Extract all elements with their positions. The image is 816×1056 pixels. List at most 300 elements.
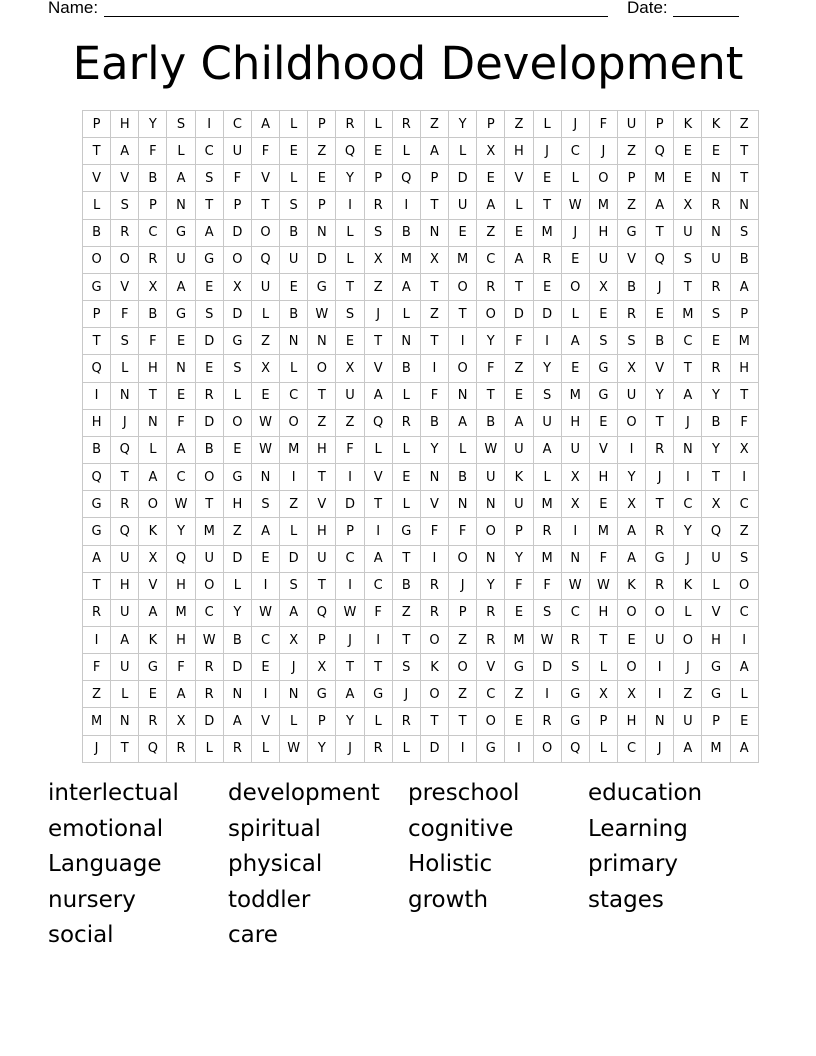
grid-cell[interactable]: B — [139, 165, 167, 192]
grid-cell[interactable]: G — [702, 654, 730, 681]
grid-cell[interactable]: D — [223, 301, 251, 328]
grid-cell[interactable]: L — [533, 464, 561, 491]
grid-cell[interactable]: O — [195, 464, 223, 491]
grid-cell[interactable]: F — [111, 301, 139, 328]
grid-cell[interactable]: A — [392, 273, 420, 300]
grid-cell[interactable]: R — [533, 708, 561, 735]
grid-cell[interactable]: J — [336, 626, 364, 653]
grid-cell[interactable]: H — [167, 572, 195, 599]
grid-cell[interactable]: L — [364, 708, 392, 735]
grid-cell[interactable]: O — [617, 599, 645, 626]
grid-cell[interactable]: O — [449, 654, 477, 681]
grid-cell[interactable]: R — [139, 708, 167, 735]
grid-cell[interactable]: L — [336, 246, 364, 273]
grid-cell[interactable]: W — [533, 626, 561, 653]
grid-cell[interactable]: N — [420, 219, 448, 246]
grid-cell[interactable]: P — [308, 111, 336, 138]
grid-cell[interactable]: I — [646, 681, 674, 708]
grid-cell[interactable]: H — [730, 355, 758, 382]
grid-cell[interactable]: L — [730, 681, 758, 708]
grid-cell[interactable]: W — [561, 192, 589, 219]
grid-cell[interactable]: N — [477, 545, 505, 572]
grid-cell[interactable]: Z — [251, 328, 279, 355]
grid-cell[interactable]: T — [449, 708, 477, 735]
grid-cell[interactable]: A — [251, 111, 279, 138]
grid-cell[interactable]: Q — [251, 246, 279, 273]
grid-cell[interactable]: J — [674, 545, 702, 572]
grid-cell[interactable]: Y — [308, 735, 336, 762]
grid-cell[interactable]: N — [477, 491, 505, 518]
grid-cell[interactable]: I — [336, 572, 364, 599]
grid-cell[interactable]: L — [589, 654, 617, 681]
grid-cell[interactable]: B — [420, 409, 448, 436]
grid-cell[interactable]: M — [505, 626, 533, 653]
grid-cell[interactable]: S — [195, 165, 223, 192]
grid-cell[interactable]: T — [83, 328, 111, 355]
grid-cell[interactable]: J — [336, 735, 364, 762]
grid-cell[interactable]: R — [195, 382, 223, 409]
grid-cell[interactable]: W — [589, 572, 617, 599]
grid-cell[interactable]: R — [111, 491, 139, 518]
grid-cell[interactable]: L — [392, 436, 420, 463]
grid-cell[interactable]: L — [392, 382, 420, 409]
grid-cell[interactable]: R — [702, 192, 730, 219]
grid-cell[interactable]: Q — [308, 599, 336, 626]
grid-cell[interactable]: A — [674, 382, 702, 409]
grid-cell[interactable]: D — [533, 654, 561, 681]
grid-cell[interactable]: L — [392, 138, 420, 165]
grid-cell[interactable]: R — [139, 246, 167, 273]
grid-cell[interactable]: L — [223, 572, 251, 599]
grid-cell[interactable]: Y — [702, 436, 730, 463]
grid-cell[interactable]: E — [730, 708, 758, 735]
grid-cell[interactable]: A — [167, 273, 195, 300]
grid-cell[interactable]: U — [674, 219, 702, 246]
grid-cell[interactable]: G — [589, 355, 617, 382]
grid-cell[interactable]: O — [449, 545, 477, 572]
grid-cell[interactable]: C — [674, 328, 702, 355]
grid-cell[interactable]: R — [195, 681, 223, 708]
grid-cell[interactable]: O — [251, 219, 279, 246]
grid-cell[interactable]: V — [139, 572, 167, 599]
grid-cell[interactable]: D — [223, 219, 251, 246]
grid-cell[interactable]: X — [167, 708, 195, 735]
grid-cell[interactable]: R — [646, 518, 674, 545]
grid-cell[interactable]: E — [505, 599, 533, 626]
grid-cell[interactable]: Q — [561, 735, 589, 762]
grid-cell[interactable]: S — [364, 219, 392, 246]
grid-cell[interactable]: N — [223, 681, 251, 708]
grid-cell[interactable]: U — [646, 626, 674, 653]
grid-cell[interactable]: I — [730, 626, 758, 653]
grid-cell[interactable]: P — [477, 111, 505, 138]
grid-cell[interactable]: F — [364, 599, 392, 626]
grid-cell[interactable]: I — [195, 111, 223, 138]
grid-cell[interactable]: O — [139, 491, 167, 518]
grid-cell[interactable]: T — [83, 572, 111, 599]
grid-cell[interactable]: M — [83, 708, 111, 735]
grid-cell[interactable]: I — [364, 518, 392, 545]
grid-cell[interactable]: R — [646, 572, 674, 599]
grid-cell[interactable]: T — [195, 192, 223, 219]
grid-cell[interactable]: H — [223, 491, 251, 518]
grid-cell[interactable]: A — [223, 708, 251, 735]
grid-cell[interactable]: R — [392, 111, 420, 138]
grid-cell[interactable]: I — [646, 654, 674, 681]
grid-cell[interactable]: R — [702, 355, 730, 382]
grid-cell[interactable]: K — [139, 518, 167, 545]
grid-cell[interactable]: E — [505, 382, 533, 409]
grid-cell[interactable]: U — [477, 464, 505, 491]
grid-cell[interactable]: I — [83, 626, 111, 653]
grid-cell[interactable]: S — [280, 192, 308, 219]
grid-cell[interactable]: B — [280, 301, 308, 328]
grid-cell[interactable]: U — [702, 246, 730, 273]
grid-cell[interactable]: T — [477, 382, 505, 409]
grid-cell[interactable]: A — [364, 545, 392, 572]
grid-cell[interactable]: E — [251, 545, 279, 572]
grid-cell[interactable]: Q — [83, 464, 111, 491]
grid-cell[interactable]: J — [561, 219, 589, 246]
grid-cell[interactable]: T — [308, 572, 336, 599]
grid-cell[interactable]: B — [223, 626, 251, 653]
grid-cell[interactable]: L — [111, 355, 139, 382]
grid-cell[interactable]: P — [505, 518, 533, 545]
grid-cell[interactable]: Y — [646, 382, 674, 409]
grid-cell[interactable]: A — [617, 545, 645, 572]
grid-cell[interactable]: G — [223, 464, 251, 491]
grid-cell[interactable]: N — [111, 708, 139, 735]
grid-cell[interactable]: V — [251, 708, 279, 735]
grid-cell[interactable]: X — [139, 273, 167, 300]
grid-cell[interactable]: T — [139, 382, 167, 409]
grid-cell[interactable]: H — [308, 436, 336, 463]
grid-cell[interactable]: O — [111, 246, 139, 273]
grid-cell[interactable]: A — [336, 681, 364, 708]
grid-cell[interactable]: W — [251, 409, 279, 436]
grid-cell[interactable]: S — [223, 355, 251, 382]
grid-cell[interactable]: R — [561, 626, 589, 653]
grid-cell[interactable]: H — [589, 599, 617, 626]
grid-cell[interactable]: Z — [223, 518, 251, 545]
grid-cell[interactable]: M — [533, 491, 561, 518]
grid-cell[interactable]: Z — [420, 301, 448, 328]
grid-cell[interactable]: U — [561, 436, 589, 463]
grid-cell[interactable]: M — [533, 545, 561, 572]
grid-cell[interactable]: C — [280, 382, 308, 409]
grid-cell[interactable]: R — [83, 599, 111, 626]
grid-cell[interactable]: S — [617, 328, 645, 355]
grid-cell[interactable]: C — [251, 626, 279, 653]
grid-cell[interactable]: E — [561, 355, 589, 382]
grid-cell[interactable]: C — [195, 138, 223, 165]
grid-cell[interactable]: J — [674, 409, 702, 436]
grid-cell[interactable]: V — [702, 599, 730, 626]
grid-cell[interactable]: Q — [139, 735, 167, 762]
grid-cell[interactable]: P — [646, 111, 674, 138]
grid-cell[interactable]: E — [674, 165, 702, 192]
grid-cell[interactable]: L — [392, 735, 420, 762]
grid-cell[interactable]: O — [477, 518, 505, 545]
grid-cell[interactable]: T — [420, 273, 448, 300]
grid-cell[interactable]: R — [392, 708, 420, 735]
grid-cell[interactable]: A — [420, 138, 448, 165]
grid-cell[interactable]: O — [223, 246, 251, 273]
grid-cell[interactable]: A — [83, 545, 111, 572]
grid-cell[interactable]: U — [589, 246, 617, 273]
grid-cell[interactable]: L — [589, 735, 617, 762]
grid-cell[interactable]: Y — [139, 111, 167, 138]
grid-cell[interactable]: P — [336, 518, 364, 545]
grid-cell[interactable]: K — [702, 111, 730, 138]
grid-cell[interactable]: A — [617, 518, 645, 545]
grid-cell[interactable]: I — [561, 518, 589, 545]
grid-cell[interactable]: W — [280, 735, 308, 762]
grid-cell[interactable]: C — [617, 735, 645, 762]
grid-cell[interactable]: L — [251, 301, 279, 328]
grid-cell[interactable]: G — [617, 219, 645, 246]
grid-cell[interactable]: U — [449, 192, 477, 219]
grid-cell[interactable]: T — [730, 165, 758, 192]
grid-cell[interactable]: B — [83, 436, 111, 463]
grid-cell[interactable]: X — [139, 545, 167, 572]
grid-cell[interactable]: Z — [449, 626, 477, 653]
grid-cell[interactable]: S — [336, 301, 364, 328]
grid-cell[interactable]: X — [617, 355, 645, 382]
grid-cell[interactable]: P — [589, 708, 617, 735]
grid-cell[interactable]: O — [730, 572, 758, 599]
grid-cell[interactable]: T — [505, 273, 533, 300]
grid-cell[interactable]: L — [449, 436, 477, 463]
grid-cell[interactable]: A — [730, 654, 758, 681]
grid-cell[interactable]: W — [251, 599, 279, 626]
grid-cell[interactable]: J — [674, 654, 702, 681]
grid-cell[interactable]: A — [561, 328, 589, 355]
grid-cell[interactable]: F — [251, 138, 279, 165]
grid-cell[interactable]: G — [364, 681, 392, 708]
grid-cell[interactable]: N — [308, 219, 336, 246]
grid-cell[interactable]: Y — [477, 572, 505, 599]
grid-cell[interactable]: R — [167, 735, 195, 762]
grid-cell[interactable]: T — [674, 273, 702, 300]
grid-cell[interactable]: M — [167, 599, 195, 626]
grid-cell[interactable]: A — [449, 409, 477, 436]
grid-cell[interactable]: R — [477, 599, 505, 626]
grid-cell[interactable]: E — [617, 626, 645, 653]
grid-cell[interactable]: L — [139, 436, 167, 463]
grid-cell[interactable]: T — [674, 355, 702, 382]
grid-cell[interactable]: L — [280, 355, 308, 382]
grid-cell[interactable]: R — [364, 735, 392, 762]
grid-cell[interactable]: Y — [336, 165, 364, 192]
grid-cell[interactable]: T — [702, 464, 730, 491]
grid-cell[interactable]: T — [420, 328, 448, 355]
grid-cell[interactable]: L — [533, 111, 561, 138]
grid-cell[interactable]: T — [646, 491, 674, 518]
grid-cell[interactable]: N — [167, 355, 195, 382]
grid-cell[interactable]: F — [336, 436, 364, 463]
grid-cell[interactable]: U — [195, 545, 223, 572]
grid-cell[interactable]: O — [280, 409, 308, 436]
grid-cell[interactable]: K — [674, 111, 702, 138]
grid-cell[interactable]: Q — [111, 518, 139, 545]
grid-cell[interactable]: R — [477, 273, 505, 300]
grid-cell[interactable]: G — [308, 681, 336, 708]
grid-cell[interactable]: M — [561, 382, 589, 409]
grid-cell[interactable]: R — [392, 409, 420, 436]
grid-cell[interactable]: T — [111, 464, 139, 491]
grid-cell[interactable]: A — [646, 192, 674, 219]
grid-cell[interactable]: Y — [674, 518, 702, 545]
grid-cell[interactable]: S — [730, 545, 758, 572]
grid-cell[interactable]: T — [392, 626, 420, 653]
grid-cell[interactable]: E — [561, 246, 589, 273]
grid-cell[interactable]: R — [617, 301, 645, 328]
date-blank-line[interactable] — [673, 16, 739, 17]
grid-cell[interactable]: N — [111, 382, 139, 409]
grid-cell[interactable]: X — [364, 246, 392, 273]
grid-cell[interactable]: Y — [223, 599, 251, 626]
grid-cell[interactable]: V — [646, 355, 674, 382]
grid-cell[interactable]: U — [167, 246, 195, 273]
grid-cell[interactable]: I — [251, 681, 279, 708]
grid-cell[interactable]: Q — [83, 355, 111, 382]
grid-cell[interactable]: I — [420, 545, 448, 572]
grid-cell[interactable]: C — [167, 464, 195, 491]
grid-cell[interactable]: L — [364, 436, 392, 463]
grid-cell[interactable]: F — [223, 165, 251, 192]
grid-cell[interactable]: L — [674, 599, 702, 626]
grid-cell[interactable]: Q — [364, 409, 392, 436]
grid-cell[interactable]: S — [111, 192, 139, 219]
grid-cell[interactable]: U — [533, 409, 561, 436]
grid-cell[interactable]: K — [420, 654, 448, 681]
grid-cell[interactable]: I — [505, 735, 533, 762]
grid-cell[interactable]: K — [617, 572, 645, 599]
grid-cell[interactable]: Z — [364, 273, 392, 300]
grid-cell[interactable]: A — [477, 192, 505, 219]
grid-cell[interactable]: C — [477, 681, 505, 708]
grid-cell[interactable]: U — [617, 111, 645, 138]
grid-cell[interactable]: N — [449, 382, 477, 409]
grid-cell[interactable]: R — [477, 626, 505, 653]
grid-cell[interactable]: O — [308, 355, 336, 382]
grid-cell[interactable]: G — [392, 518, 420, 545]
grid-cell[interactable]: Z — [617, 138, 645, 165]
grid-cell[interactable]: G — [83, 273, 111, 300]
grid-cell[interactable]: W — [336, 599, 364, 626]
grid-cell[interactable]: P — [617, 165, 645, 192]
grid-cell[interactable]: I — [533, 328, 561, 355]
grid-cell[interactable]: H — [589, 464, 617, 491]
grid-cell[interactable]: X — [589, 681, 617, 708]
grid-cell[interactable]: E — [195, 355, 223, 382]
grid-cell[interactable]: A — [167, 681, 195, 708]
grid-cell[interactable]: V — [364, 464, 392, 491]
grid-cell[interactable]: N — [702, 219, 730, 246]
grid-cell[interactable]: S — [533, 382, 561, 409]
grid-cell[interactable]: L — [364, 111, 392, 138]
grid-cell[interactable]: Z — [280, 491, 308, 518]
grid-cell[interactable]: G — [195, 246, 223, 273]
grid-cell[interactable]: N — [392, 328, 420, 355]
grid-cell[interactable]: Y — [702, 382, 730, 409]
grid-cell[interactable]: T — [336, 273, 364, 300]
grid-cell[interactable]: V — [364, 355, 392, 382]
grid-cell[interactable]: E — [280, 138, 308, 165]
grid-cell[interactable]: C — [561, 138, 589, 165]
grid-cell[interactable]: T — [533, 192, 561, 219]
grid-cell[interactable]: X — [561, 491, 589, 518]
grid-cell[interactable]: D — [308, 246, 336, 273]
grid-cell[interactable]: O — [195, 572, 223, 599]
grid-cell[interactable]: F — [167, 654, 195, 681]
grid-cell[interactable]: B — [392, 219, 420, 246]
grid-cell[interactable]: P — [308, 192, 336, 219]
grid-cell[interactable]: L — [111, 681, 139, 708]
grid-cell[interactable]: T — [364, 654, 392, 681]
grid-cell[interactable]: T — [83, 138, 111, 165]
grid-cell[interactable]: R — [420, 572, 448, 599]
grid-cell[interactable]: V — [589, 436, 617, 463]
grid-cell[interactable]: M — [533, 219, 561, 246]
grid-cell[interactable]: M — [449, 246, 477, 273]
grid-cell[interactable]: C — [561, 599, 589, 626]
grid-cell[interactable]: J — [392, 681, 420, 708]
grid-cell[interactable]: G — [139, 654, 167, 681]
grid-cell[interactable]: O — [533, 735, 561, 762]
grid-cell[interactable]: L — [392, 301, 420, 328]
grid-cell[interactable]: G — [223, 328, 251, 355]
grid-cell[interactable]: X — [477, 138, 505, 165]
grid-cell[interactable]: B — [392, 355, 420, 382]
grid-cell[interactable]: L — [251, 735, 279, 762]
grid-cell[interactable]: L — [561, 165, 589, 192]
grid-cell[interactable]: U — [280, 246, 308, 273]
grid-cell[interactable]: A — [364, 382, 392, 409]
grid-cell[interactable]: N — [280, 328, 308, 355]
grid-cell[interactable]: E — [167, 328, 195, 355]
grid-cell[interactable]: P — [730, 301, 758, 328]
grid-cell[interactable]: V — [251, 165, 279, 192]
grid-cell[interactable]: I — [83, 382, 111, 409]
grid-cell[interactable]: P — [308, 708, 336, 735]
grid-cell[interactable]: J — [646, 735, 674, 762]
grid-cell[interactable]: F — [533, 572, 561, 599]
grid-cell[interactable]: U — [674, 708, 702, 735]
grid-cell[interactable]: S — [561, 654, 589, 681]
grid-cell[interactable]: T — [730, 138, 758, 165]
grid-cell[interactable]: E — [195, 273, 223, 300]
grid-cell[interactable]: S — [674, 246, 702, 273]
grid-cell[interactable]: B — [730, 246, 758, 273]
grid-cell[interactable]: S — [730, 219, 758, 246]
grid-cell[interactable]: X — [420, 246, 448, 273]
grid-cell[interactable]: O — [674, 626, 702, 653]
grid-cell[interactable]: E — [364, 138, 392, 165]
grid-cell[interactable]: T — [251, 192, 279, 219]
grid-cell[interactable]: W — [308, 301, 336, 328]
grid-cell[interactable]: X — [617, 681, 645, 708]
grid-cell[interactable]: G — [505, 654, 533, 681]
grid-cell[interactable]: L — [392, 491, 420, 518]
grid-cell[interactable]: L — [167, 138, 195, 165]
grid-cell[interactable]: B — [617, 273, 645, 300]
grid-cell[interactable]: E — [674, 138, 702, 165]
grid-cell[interactable]: F — [139, 138, 167, 165]
grid-cell[interactable]: I — [449, 735, 477, 762]
grid-cell[interactable]: G — [646, 545, 674, 572]
